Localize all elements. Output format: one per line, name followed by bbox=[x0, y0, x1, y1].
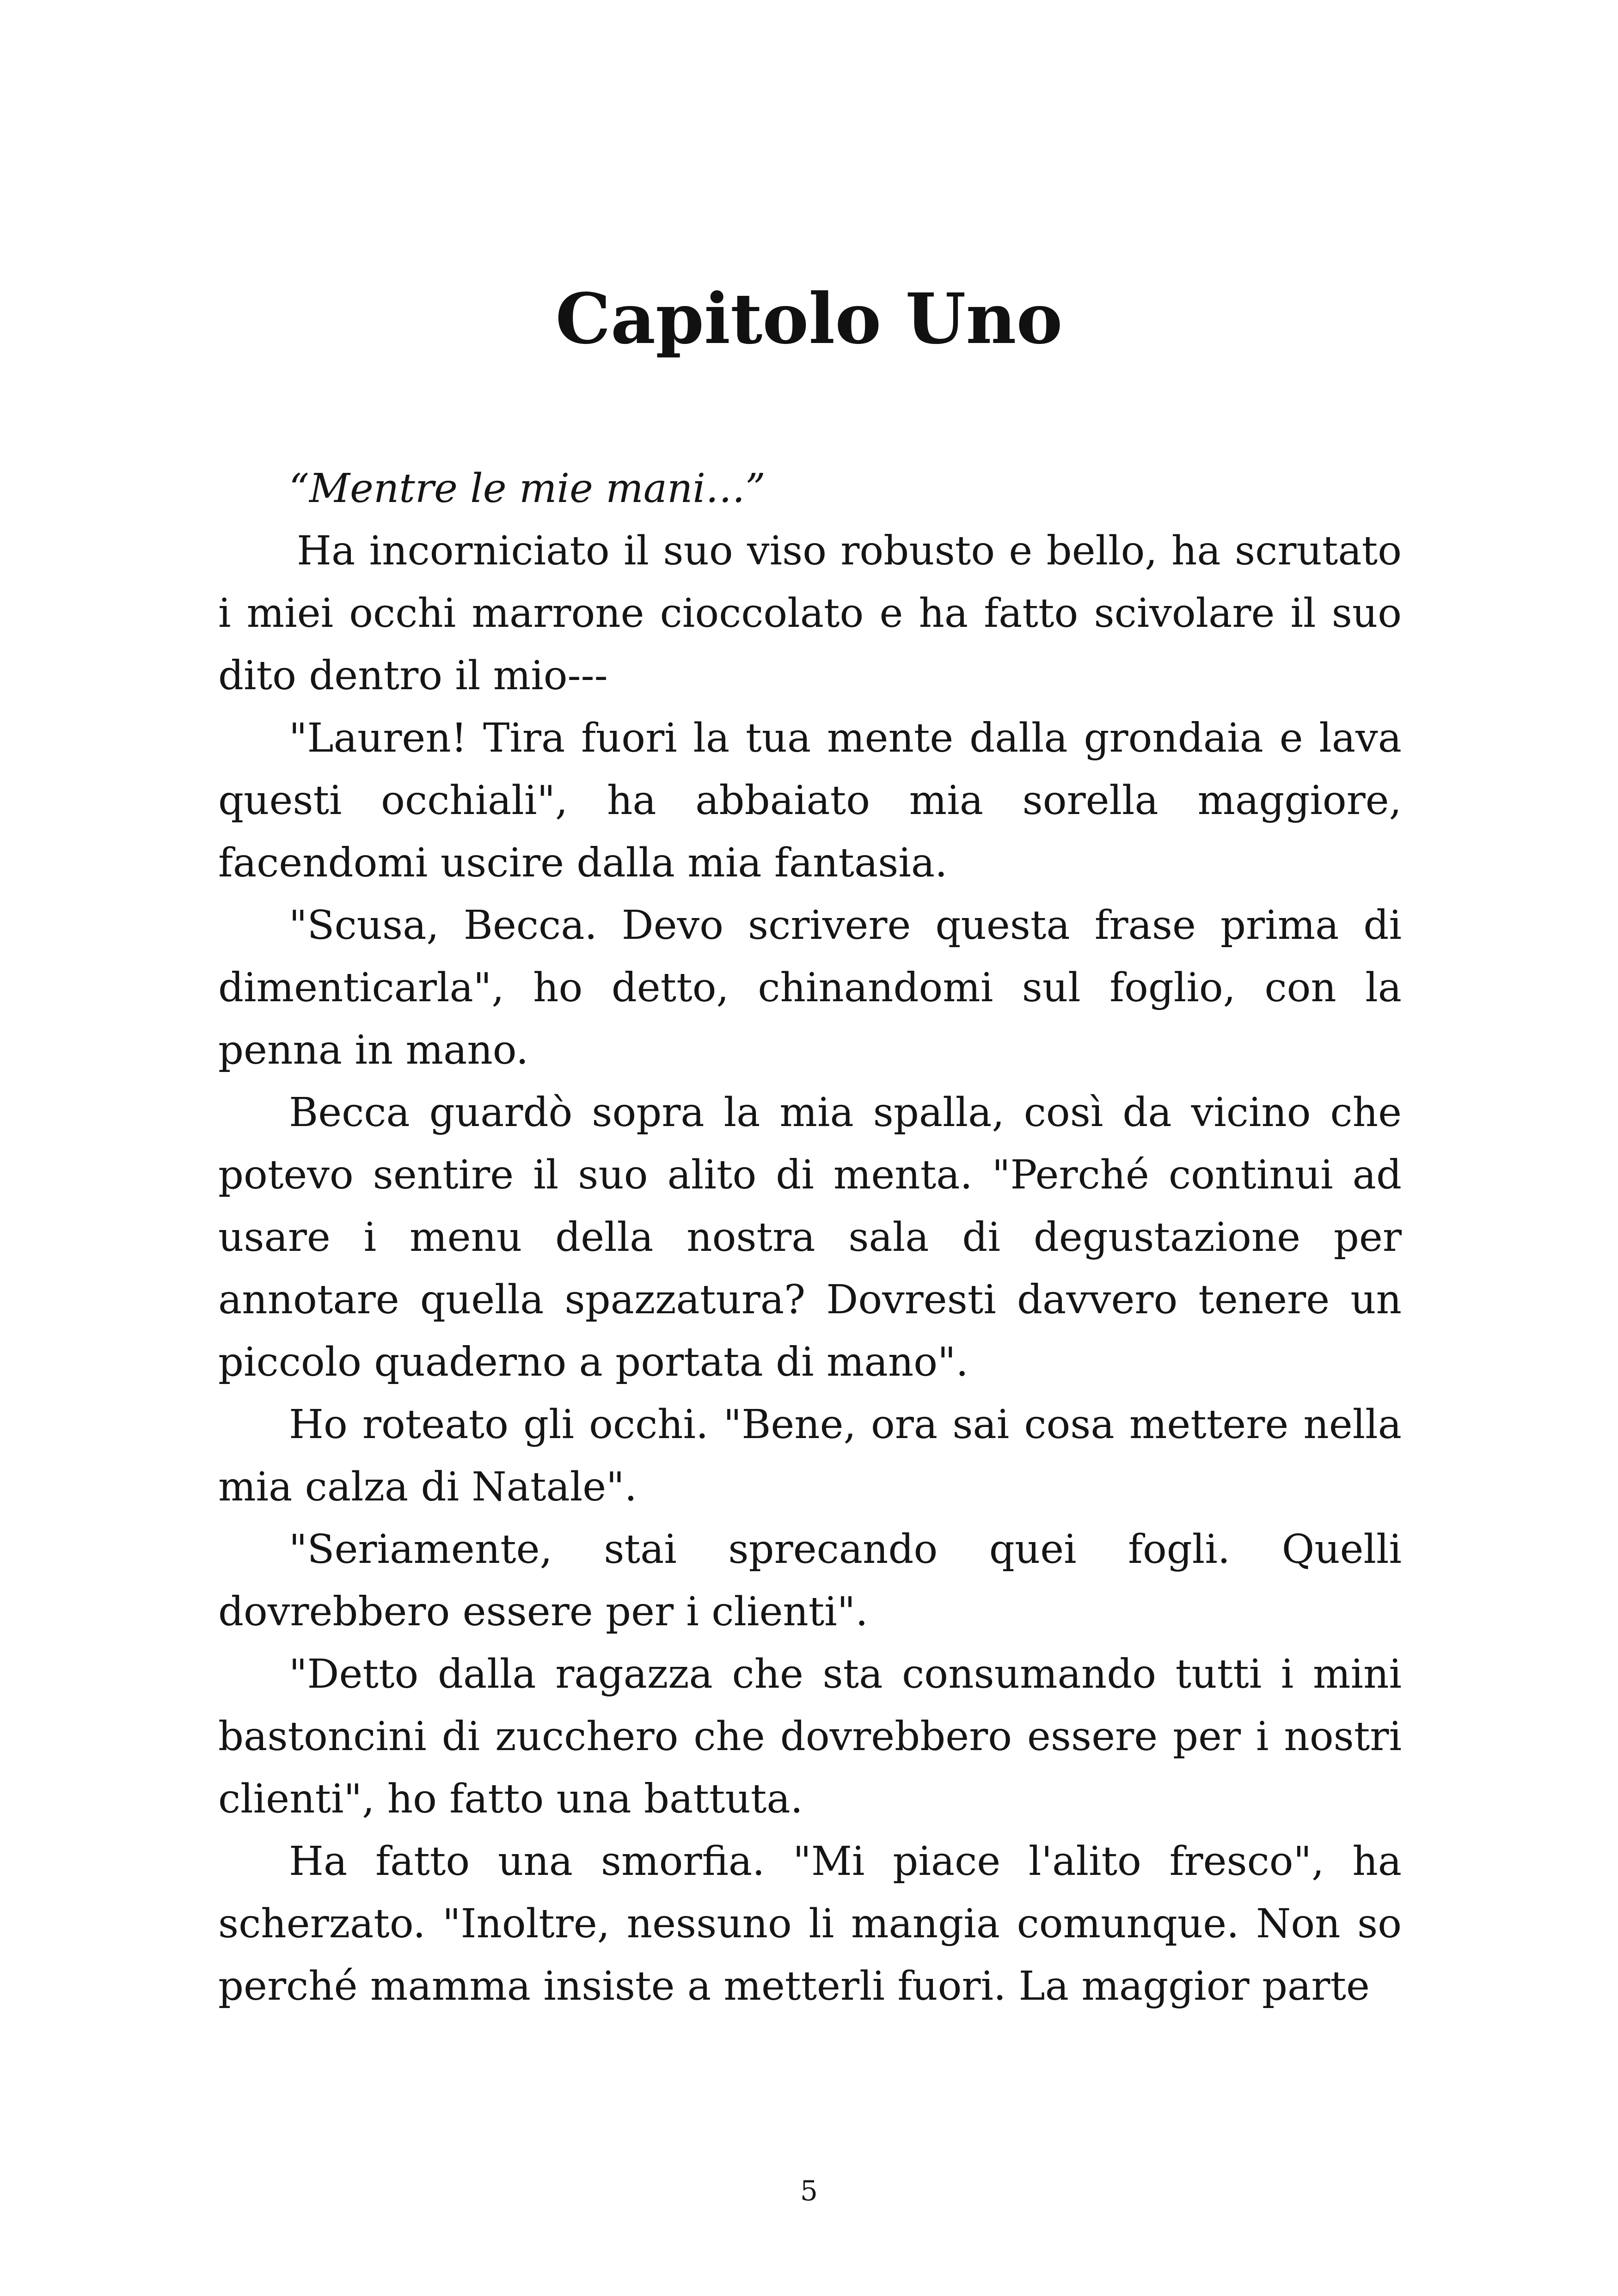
paragraph-6: Ho roteato gli occhi. "Bene, ora sai cosa mettere nella mia calza di Natale". bbox=[218, 1402, 1402, 1510]
page-number: 5 bbox=[800, 2175, 818, 2207]
paragraph-9: Ha fatto una smorfia. "Mi piace l'alito fresco", ha scherzato. "Inoltre, nessuno li mangia comunque. Non so perché mamma insiste a metterli fuori. La maggior parte bbox=[218, 1838, 1402, 2009]
chapter-body bbox=[218, 458, 1402, 2018]
paragraph-3: "Lauren! Tira fuori la tua mente dalla grondaia e lava questi occhiali", ha abbaiato mia sorella maggiore, facendomi uscire dalla mia fantasia. bbox=[218, 715, 1402, 886]
paragraph-1: “Mentre le mie mani…” bbox=[289, 465, 766, 512]
paragraph-7: "Seriamente, stai sprecando quei fogli. Quelli dovrebbero essere per i clienti". bbox=[218, 1526, 1402, 1635]
paragraph-5: Becca guardò sopra la mia spalla, così da vicino che potevo sentire il suo alito di menta. "Perché continui ad usare i menu della nostra sala di degustazione per annotare quella spazzatura? Dovresti davvero tenere un piccolo quaderno a portata di mano". bbox=[218, 1090, 1402, 1385]
chapter-title: Capitolo Uno bbox=[555, 278, 1063, 360]
paragraph-8: "Detto dalla ragazza che sta consumando tutti i mini bastoncini di zucchero che dovrebbero essere per i nostri clienti", ho fatto una battuta. bbox=[218, 1651, 1402, 1822]
paragraph-2: Ha incorniciato il suo viso robusto e bello, ha scrutato i miei occhi marrone cioccolato e ha fatto scivolare il suo dito dentro il mio--- bbox=[218, 528, 1402, 699]
paragraph-4: "Scusa, Becca. Devo scrivere questa frase prima di dimenticarla", ho detto, chinandomi sul foglio, con la penna in mano. bbox=[218, 902, 1402, 1073]
